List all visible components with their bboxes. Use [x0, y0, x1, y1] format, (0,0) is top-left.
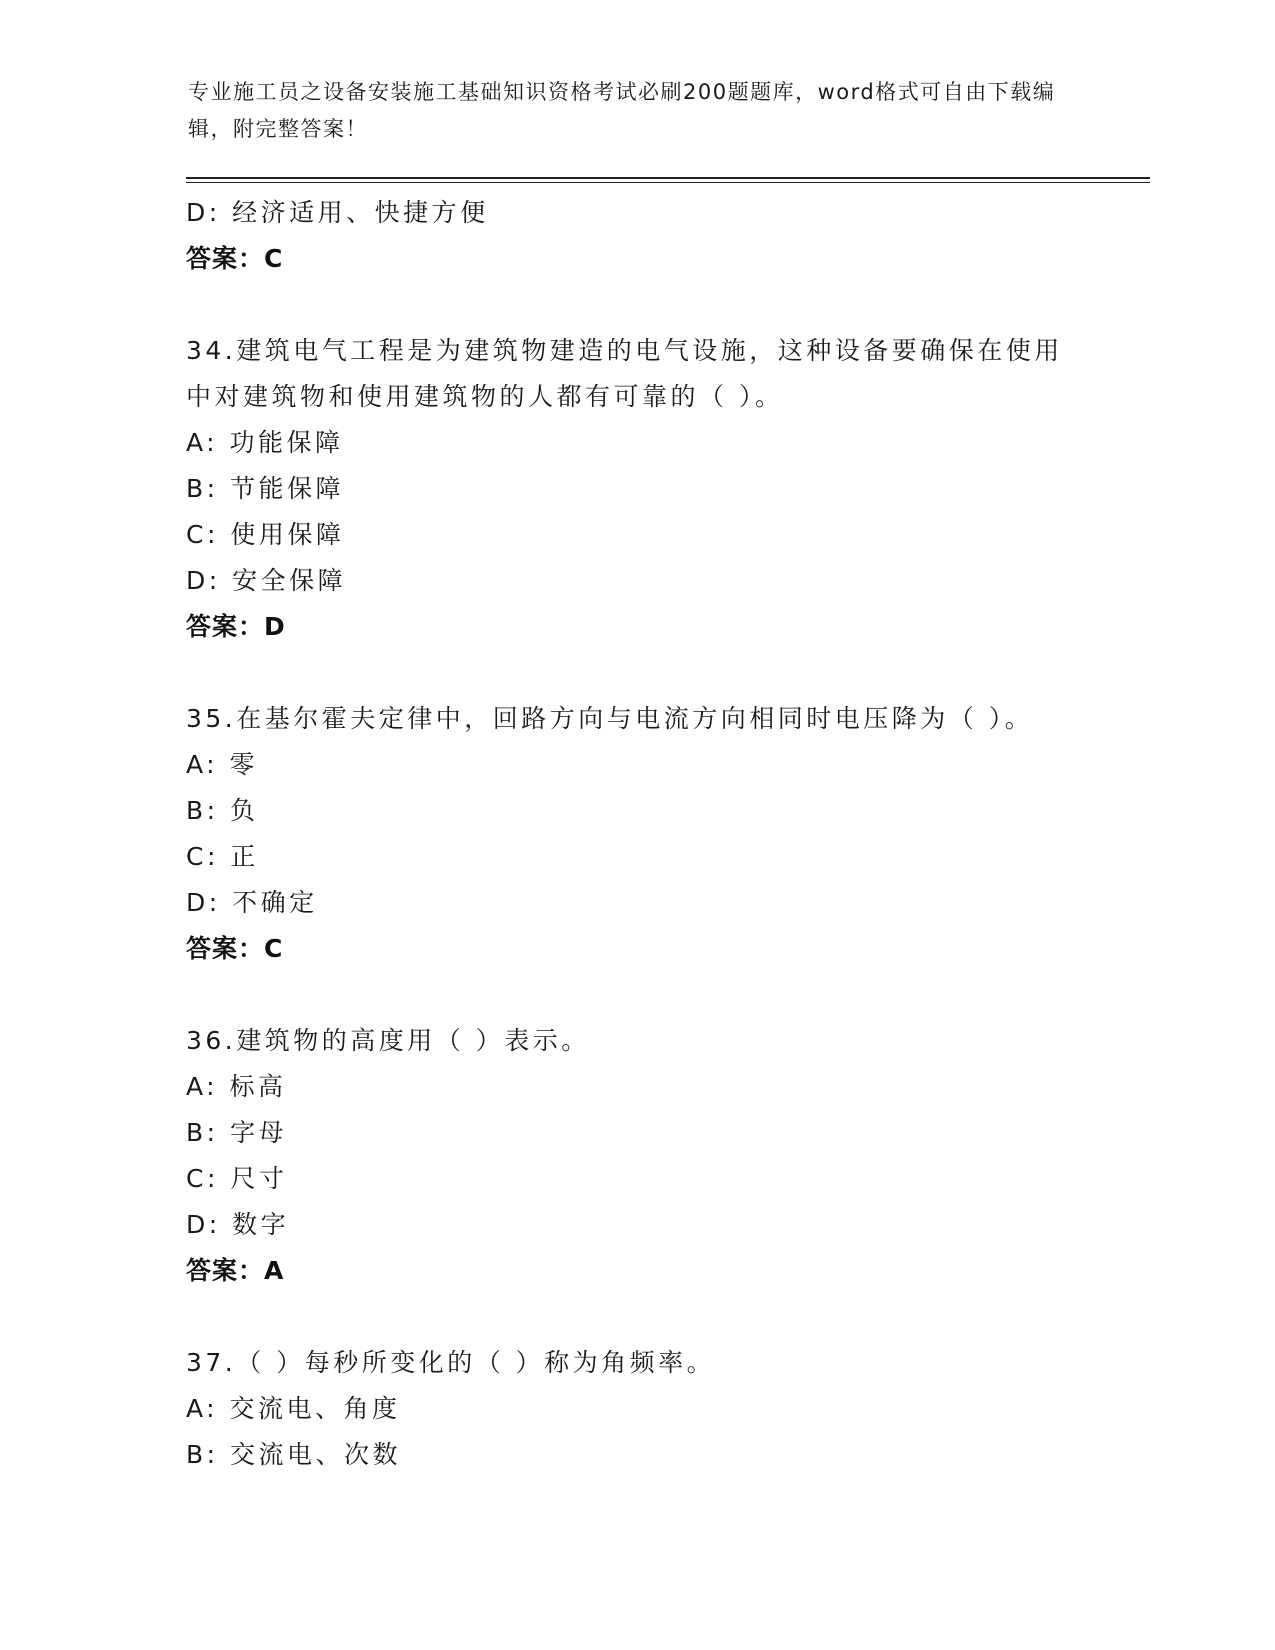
- question-stem-35: 35.在基尔霍夫定律中，回路方向与电流方向相同时电压降为（ ）。: [186, 704, 1034, 733]
- question-stem-36: 36.建筑物的高度用（ ）表示。: [186, 1026, 590, 1055]
- option-a: A: 功能保障: [186, 428, 344, 457]
- answer-line: 答案：D: [186, 612, 286, 641]
- option-d: D: 不确定: [186, 888, 318, 917]
- option-d: D: 数字: [186, 1210, 290, 1239]
- option-c: C: 尺寸: [186, 1164, 288, 1193]
- option-b: B: 交流电、次数: [186, 1440, 402, 1469]
- option-b: B: 节能保障: [186, 474, 345, 503]
- option-c: C: 使用保障: [186, 520, 345, 549]
- answer-line: 答案：A: [186, 1256, 285, 1285]
- header-divider: [186, 177, 1150, 183]
- question-list: [186, 190, 1086, 1478]
- answer-line: 答案：C: [186, 244, 284, 273]
- document-header: 专业施工员之设备安装施工基础知识资格考试必刷200题题库，word格式可自由下载编辑，附完整答案！: [188, 80, 1056, 141]
- option-d: D: 安全保障: [186, 566, 347, 595]
- option-a: A: 零: [186, 750, 259, 779]
- option-a: A: 标高: [186, 1072, 287, 1101]
- option-b: B: 字母: [186, 1118, 288, 1147]
- option-b: B: 负: [186, 796, 259, 825]
- question-stem-37: 37.（ ）每秒所变化的（ ）称为角频率。: [186, 1348, 716, 1377]
- option-d: D: 经济适用、快捷方便: [186, 198, 489, 227]
- question-stem-34: 34.建筑电气工程是为建筑物建造的电气设施，这种设备要确保在使用中对建筑物和使用建筑物的人都有可靠的（ ）。: [186, 336, 1063, 411]
- option-c: C: 正: [186, 842, 259, 871]
- option-a: A: 交流电、角度: [186, 1394, 401, 1423]
- answer-line: 答案：C: [186, 934, 284, 963]
